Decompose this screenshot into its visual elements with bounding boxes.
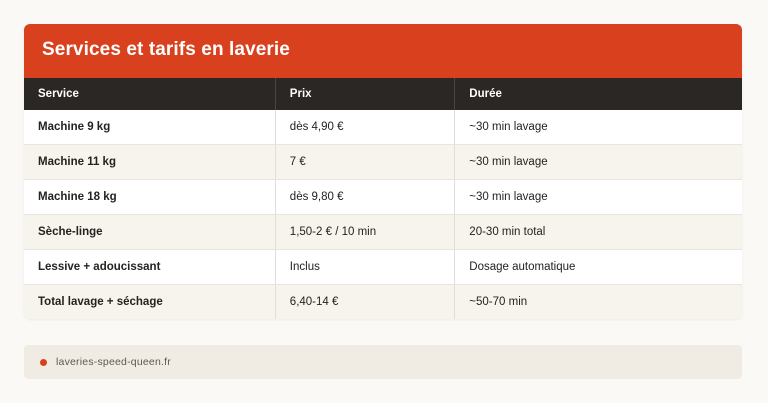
bullet-dot-icon	[40, 359, 47, 366]
cell-prix: dès 4,90 €	[275, 110, 455, 145]
table-row	[24, 179, 742, 214]
pricing-card	[24, 24, 742, 319]
source-footer	[24, 345, 742, 379]
cell-prix: 6,40-14 €	[275, 284, 455, 319]
table-row	[24, 110, 742, 145]
table-row	[24, 284, 742, 319]
cell-prix: Inclus	[275, 249, 455, 284]
column-header-duree: Durée	[455, 78, 742, 110]
table-row	[24, 214, 742, 249]
content-spacer	[24, 319, 744, 345]
cell-service: Total lavage + séchage	[24, 284, 275, 319]
pricing-table	[24, 78, 742, 319]
table-body	[24, 110, 742, 319]
page-title: Services et tarifs en laverie	[42, 39, 290, 60]
cell-prix: 7 €	[275, 144, 455, 179]
table-row	[24, 144, 742, 179]
cell-duree: ~30 min lavage	[455, 144, 742, 179]
cell-duree: 20-30 min total	[455, 214, 742, 249]
cell-duree: ~50-70 min	[469, 295, 528, 308]
cell-service: Sèche-linge	[24, 214, 275, 249]
table-row	[24, 249, 742, 284]
table-header-row	[24, 78, 742, 110]
cell-service: Machine 9 kg	[24, 110, 275, 145]
table-header	[24, 78, 742, 110]
cell-prix: dès 9,80 €	[275, 179, 455, 214]
cell-duree: ~30 min lavage	[455, 179, 742, 214]
column-header-prix: Prix	[275, 78, 455, 110]
cell-duree: Dosage automatique	[455, 249, 742, 284]
cell-prix: 1,50-2 € / 10 min	[275, 214, 455, 249]
card-header	[24, 24, 742, 78]
cell-service: Lessive + adoucissant	[24, 249, 275, 284]
cell-duree: ~30 min lavage	[455, 110, 742, 145]
source-label: laveries-speed-queen.fr	[56, 356, 171, 368]
column-header-service: Service	[24, 78, 275, 110]
cell-service: Machine 11 kg	[24, 144, 275, 179]
cell-service: Machine 18 kg	[24, 179, 275, 214]
